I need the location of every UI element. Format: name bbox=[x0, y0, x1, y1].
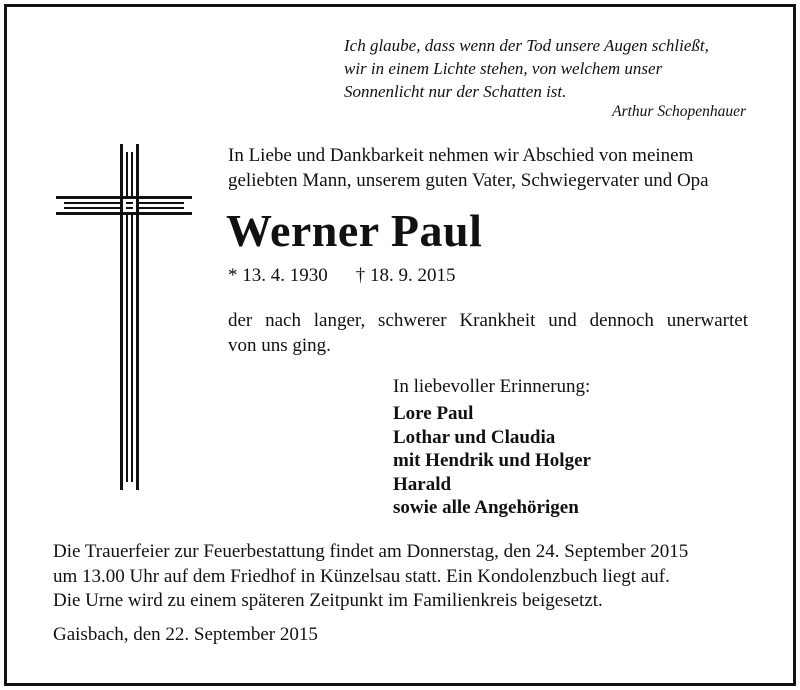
cross-vertical-line bbox=[120, 144, 123, 490]
cross-horizontal-line bbox=[56, 212, 192, 215]
mourners-list bbox=[393, 402, 591, 520]
passing-line: der nach langer, schwerer Krankheit und dennoch unerwartet bbox=[228, 310, 748, 331]
passing-line: von uns ging. bbox=[228, 335, 331, 356]
birth-date: * 13. 4. 1930 bbox=[228, 265, 328, 286]
passing-text bbox=[228, 308, 748, 358]
intro-line: In Liebe und Dankbarkeit nehmen wir Abschied von meinem bbox=[228, 145, 694, 166]
cross-vertical-line bbox=[136, 144, 139, 490]
ceremony-notice bbox=[53, 540, 753, 614]
cross-horizontal-line bbox=[56, 196, 192, 199]
place-and-date: Gaisbach, den 22. September 2015 bbox=[53, 624, 318, 645]
mourner-name: Lore Paul bbox=[393, 403, 474, 424]
mourner-name: mit Hendrik und Holger bbox=[393, 450, 591, 471]
quote bbox=[344, 34, 754, 103]
quote-line: Sonnenlicht nur der Schatten ist. bbox=[344, 82, 567, 101]
ceremony-line: Die Trauerfeier zur Feuerbestattung findet am Donnerstag, den 24. September 2015 bbox=[53, 541, 689, 562]
mourner-name: Harald bbox=[393, 473, 452, 495]
intro-text bbox=[228, 143, 758, 193]
cross-icon bbox=[56, 144, 192, 490]
intro-line: geliebten Mann, unserem guten Vater, Schwiegervater und Opa bbox=[228, 170, 709, 191]
quote-author: Arthur Schopenhauer bbox=[612, 103, 746, 120]
mourner-name: sowie alle Angehörigen bbox=[393, 497, 579, 518]
mourner-name: Lothar und Claudia bbox=[393, 426, 556, 448]
quote-line: wir in einem Lichte stehen, von welchem unser bbox=[344, 59, 663, 78]
deceased-name: Werner Paul bbox=[226, 205, 483, 256]
life-dates bbox=[228, 263, 456, 288]
death-date: † 18. 9. 2015 bbox=[355, 265, 456, 286]
ceremony-line: Die Urne wird zu einem späteren Zeitpunkt im Familienkreis beigesetzt. bbox=[53, 590, 603, 611]
memory-heading: In liebevoller Erinnerung: bbox=[393, 376, 591, 397]
quote-line: Ich glaube, dass wenn der Tod unsere Augen schließt, bbox=[344, 36, 709, 55]
ceremony-line: um 13.00 Uhr auf dem Friedhof in Künzelsau statt. Ein Kondolenzbuch liegt auf. bbox=[53, 565, 670, 587]
